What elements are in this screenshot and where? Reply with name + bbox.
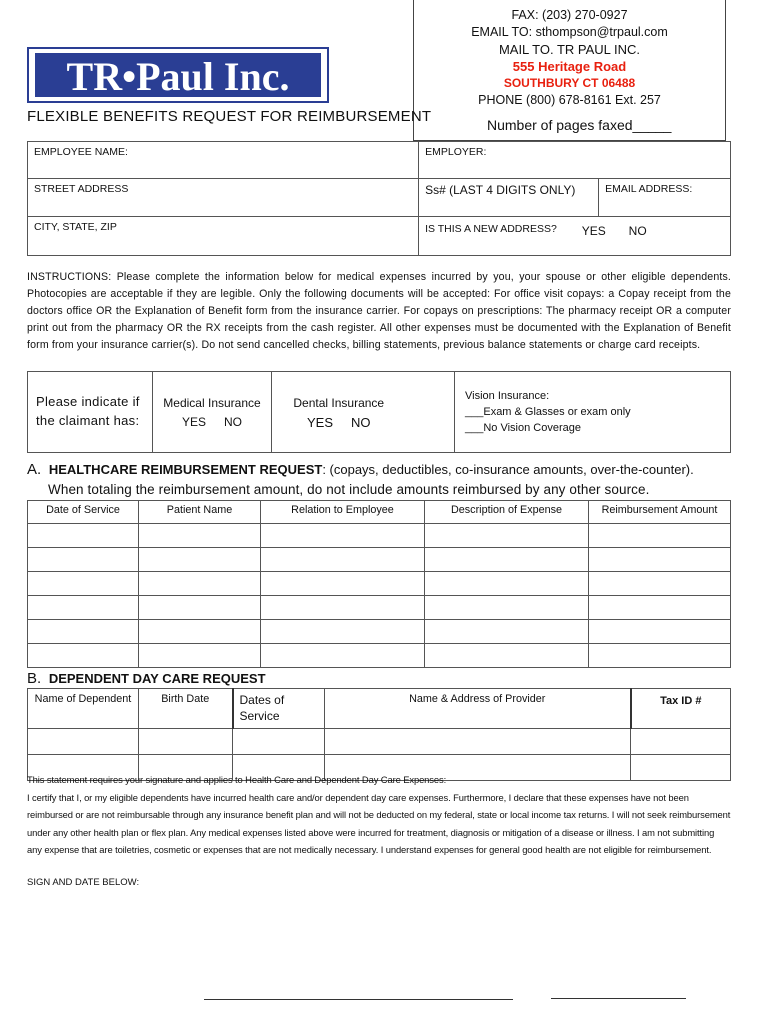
healthcare-table xyxy=(27,500,731,668)
medical-insurance-label: Medical Insurance xyxy=(163,396,261,410)
ss-field[interactable] xyxy=(419,179,599,217)
section-a-title: HEALTHCARE REIMBURSEMENT REQUEST xyxy=(48,462,323,477)
logo-text: TR•Paul Inc. xyxy=(35,53,321,97)
col-reimbursement: Reimbursement Amount xyxy=(589,501,731,524)
section-b-title: DEPENDENT DAY CARE REQUEST xyxy=(48,671,266,686)
col-dates-of-service: Dates of Service xyxy=(233,689,325,729)
employer-label: EMPLOYER: xyxy=(425,146,487,158)
vision-insurance-label: Vision Insurance: xyxy=(465,390,550,402)
statement-intro: This statement requires your signature and applies to Health Care and Dependent Day Care Expenses: xyxy=(27,774,447,785)
table-row[interactable] xyxy=(28,548,731,572)
section-a-note: When totaling the reimbursement amount, do not include amounts reimbursed by any other source. xyxy=(48,482,650,497)
dental-yes[interactable]: YES xyxy=(306,415,333,430)
employee-info-table xyxy=(27,141,731,256)
employee-name-label: EMPLOYEE NAME: xyxy=(34,146,128,158)
col-relation: Relation to Employee xyxy=(261,501,425,524)
employee-name-field[interactable] xyxy=(28,142,419,179)
city-state-zip-field[interactable] xyxy=(28,217,419,256)
employer-field[interactable] xyxy=(419,142,731,179)
section-a-heading xyxy=(27,461,694,478)
col-date-of-service: Date of Service xyxy=(28,501,139,524)
new-address-yes[interactable]: YES xyxy=(581,224,606,238)
table-row[interactable] xyxy=(28,729,731,755)
medical-no[interactable]: NO xyxy=(224,415,242,429)
table-row[interactable] xyxy=(28,620,731,644)
new-address-field[interactable] xyxy=(419,217,731,256)
fax-line: FAX: (203) 270-0927 xyxy=(511,8,628,22)
dental-no[interactable]: NO xyxy=(351,415,371,430)
form-title: FLEXIBLE BENEFITS REQUEST FOR REIMBURSEMENT xyxy=(27,108,432,125)
col-patient-name: Patient Name xyxy=(139,501,261,524)
section-b-heading xyxy=(27,670,266,687)
table-row[interactable] xyxy=(28,644,731,668)
mail-line: MAIL TO. TR PAUL INC. xyxy=(498,42,641,57)
date-line[interactable] xyxy=(551,998,686,999)
email-label: EMAIL ADDRESS: xyxy=(605,183,693,195)
daycare-table xyxy=(27,688,731,781)
ss-label: Ss# (LAST 4 DIGITS ONLY) xyxy=(425,183,576,197)
col-name-of-dependent: Name of Dependent xyxy=(28,689,139,729)
signature-line[interactable] xyxy=(204,999,513,1000)
section-b-letter: B. xyxy=(27,670,42,687)
insurance-table xyxy=(27,371,731,453)
company-logo xyxy=(27,47,329,103)
city-label: CITY, STATE, ZIP xyxy=(34,221,117,233)
city-line: SOUTHBURY CT 06488 xyxy=(503,76,636,90)
new-address-label: IS THIS A NEW ADDRESS? xyxy=(425,223,557,235)
section-a-letter: A. xyxy=(27,461,42,478)
pages-faxed[interactable]: Number of pages faxed_____ xyxy=(487,117,672,133)
table-row[interactable] xyxy=(28,572,731,596)
street-address-label: STREET ADDRESS xyxy=(34,183,129,195)
instructions: INSTRUCTIONS: Please complete the information below for medical expenses incurred by you, your spouse or other eligible dependents. Photocopies are acceptable if they are legible. Only the following documents will be accepted: For office visit copays: a Copay receipt from the doctors office OR the Explanation of Benefit form from the insurance carrier. For copays on prescriptions: The pharmacy receipt OR a computer print out from the pharmacy OR the RX receipts from the cash register. All other expenses must be documented with the Explanation of Benefit form from your insurance carrier(s). Do not send cancelled checks, billing statements, previous balance statements or charge card receipts. xyxy=(27,271,731,351)
vision-insurance-cell[interactable] xyxy=(455,372,731,453)
table-row[interactable] xyxy=(28,524,731,548)
col-description: Description of Expense xyxy=(425,501,589,524)
dental-insurance-label: Dental Insurance xyxy=(293,396,385,410)
vision-option-none[interactable]: ___No Vision Coverage xyxy=(465,422,581,434)
col-birth-date: Birth Date xyxy=(139,689,233,729)
col-provider: Name & Address of Provider xyxy=(325,689,631,729)
insurance-prompt: Please indicate if the claimant has: xyxy=(28,372,153,453)
sign-label: SIGN AND DATE BELOW: xyxy=(27,877,140,888)
col-tax-id: Tax ID # xyxy=(631,689,731,729)
email-field[interactable] xyxy=(599,179,731,217)
section-a-title-rest: : (copays, deductibles, co-insurance amounts, over-the-counter). xyxy=(322,462,694,477)
medical-yes[interactable]: YES xyxy=(181,415,206,429)
signature-statement xyxy=(27,771,731,859)
phone-line: PHONE (800) 678-8161 Ext. 257 xyxy=(478,93,661,107)
dental-insurance-cell[interactable] xyxy=(272,372,406,453)
vision-option-exam[interactable]: ___Exam & Glasses or exam only xyxy=(465,406,631,418)
table-row[interactable] xyxy=(28,596,731,620)
email-line: EMAIL TO: sthompson@trpaul.com xyxy=(471,25,668,39)
street-address-field[interactable] xyxy=(28,179,419,217)
street-line: 555 Heritage Road xyxy=(512,59,627,74)
medical-insurance-cell[interactable] xyxy=(153,372,272,453)
new-address-no[interactable]: NO xyxy=(628,224,647,238)
statement-body: I certify that I, or my eligible dependents have incurred health care and/or dependent day care expenses. Furthermore, I declare that these expenses have not been reimbursed or are not reimbursable through any insurance benefit plan and will not be deducted on my federal, state or local income tax returns. I will not seek reimbursement under any other health plan or flex plan. Any medical expenses listed above were incurred for treatment, diagnosis or mitigation of a disease or illness. I am not submitting any expense that are toiletries, cosmetic or expenses that are not medically necessary. I understand expenses for general good health are not eligible for reimbursement. xyxy=(27,791,731,855)
